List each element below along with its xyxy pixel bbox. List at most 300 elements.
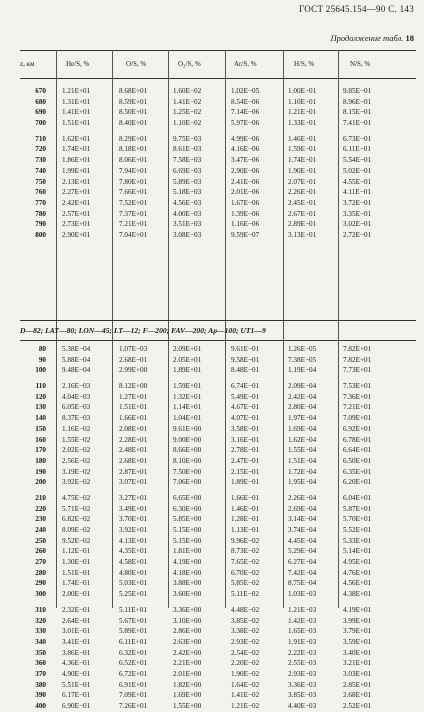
value-cell: 5.97E−06 xyxy=(231,119,260,128)
value-cell: 2.21E+00 xyxy=(173,659,202,668)
table-row xyxy=(20,187,416,198)
value-cell: 6.04E+01 xyxy=(343,493,372,502)
table-row xyxy=(20,477,416,488)
value-cell: 8.61E−03 xyxy=(173,145,202,154)
value-cell: 2.27E+01 xyxy=(62,188,91,197)
value-cell: 2.01E−06 xyxy=(231,188,260,197)
value-cell: 1.82E+00 xyxy=(173,680,202,689)
value-cell: 2.26E−04 xyxy=(288,493,317,502)
altitude-cell: 190 xyxy=(35,467,46,476)
value-cell: 6.91E+01 xyxy=(119,680,148,689)
table-row xyxy=(20,424,416,435)
value-cell: 8.29E+01 xyxy=(119,134,148,143)
value-cell: 3.35E−01 xyxy=(343,209,372,218)
value-cell: 1.66E−01 xyxy=(231,493,260,502)
value-cell: 3.16E−01 xyxy=(231,435,260,444)
value-cell: 3.19E−02 xyxy=(62,467,91,476)
value-cell: 3.74E−04 xyxy=(288,526,317,534)
value-cell: 1.19E−04 xyxy=(288,366,317,375)
value-cell: 2.00E−01 xyxy=(62,590,91,599)
table-row xyxy=(20,690,416,701)
value-cell: 8.18E+01 xyxy=(119,145,148,154)
value-cell: 4.18E+00 xyxy=(173,568,202,577)
col-h: H/S, % xyxy=(294,60,315,68)
value-cell: 2.42E+01 xyxy=(62,198,91,207)
value-cell: 5.54E−01 xyxy=(343,156,372,165)
value-cell: 7.21E+01 xyxy=(119,220,148,229)
table-row xyxy=(20,504,416,515)
altitude-cell: 270 xyxy=(35,558,46,567)
value-cell: 2.09E+01 xyxy=(173,345,202,353)
value-cell: 9.85E−01 xyxy=(343,87,372,95)
value-cell: 3.10E+00 xyxy=(173,616,202,625)
value-cell: 8.09E−02 xyxy=(62,526,91,534)
table-row xyxy=(20,198,416,209)
value-cell: 2.67E−01 xyxy=(288,209,317,218)
value-cell: 1.66E+01 xyxy=(119,414,148,423)
value-cell: 2.55E−03 xyxy=(288,659,317,668)
value-cell: 1.21E−02 xyxy=(231,702,260,710)
table-row xyxy=(20,219,416,230)
value-cell: 2.26E−01 xyxy=(288,188,317,197)
value-cell: 3.72E−01 xyxy=(343,198,372,207)
value-cell: 7.09E+01 xyxy=(343,414,372,423)
value-cell: 6.30E+00 xyxy=(173,504,202,513)
value-cell: 1.33E−01 xyxy=(288,119,317,128)
altitude-cell: 400 xyxy=(35,702,46,710)
value-cell: 1.62E−04 xyxy=(288,435,317,444)
altitude-cell: 250 xyxy=(35,536,46,545)
value-cell: 3.99E+01 xyxy=(343,616,372,625)
value-cell: 1.31E+01 xyxy=(62,97,91,106)
value-cell: 6.11E−01 xyxy=(343,145,371,154)
value-cell: 7.04E+01 xyxy=(119,230,148,239)
value-cell: 5.18E−03 xyxy=(173,188,202,197)
table-row xyxy=(20,97,416,108)
value-cell: 2.68E+01 xyxy=(343,691,372,700)
value-cell: 2.99E+00 xyxy=(119,366,148,375)
value-cell: 1.46E−01 xyxy=(231,504,260,513)
table-row xyxy=(20,546,416,557)
value-cell: 1.55E+00 xyxy=(173,702,202,710)
value-cell: 1.51E−04 xyxy=(288,456,317,465)
value-cell: 8.54E−06 xyxy=(231,97,260,106)
value-cell: 1.21E+01 xyxy=(62,87,91,95)
altitude-cell: 750 xyxy=(35,177,46,186)
table-row xyxy=(20,514,416,525)
table-row xyxy=(20,344,416,355)
table-row xyxy=(20,435,416,446)
altitude-cell: 720 xyxy=(35,145,46,154)
col-o: O/S, % xyxy=(126,60,147,68)
value-cell: 7.82E+01 xyxy=(343,345,372,353)
value-cell: 4.56E+01 xyxy=(343,579,372,588)
value-cell: 6.92E+01 xyxy=(343,424,372,433)
value-cell: 1.86E+01 xyxy=(62,156,91,165)
value-cell: 1.89E+01 xyxy=(173,366,202,375)
altitude-cell: 330 xyxy=(35,627,46,636)
value-cell: 1.65E−03 xyxy=(288,627,317,636)
value-cell: 1.74E−01 xyxy=(288,156,317,165)
value-cell: 2.15E−01 xyxy=(231,467,260,476)
value-cell: 4.58E+01 xyxy=(119,558,148,567)
value-cell: 3.88E+00 xyxy=(173,579,202,588)
altitude-cell: 680 xyxy=(35,97,46,106)
value-cell: 5.33E+01 xyxy=(343,536,372,545)
value-cell: 8.10E+00 xyxy=(173,456,202,465)
value-cell: 3.36E+00 xyxy=(173,605,202,614)
value-cell: 2.52E+01 xyxy=(343,702,372,710)
value-cell: 4.56E−03 xyxy=(173,198,202,207)
value-cell: 5.03E+01 xyxy=(119,579,148,588)
altitude-cell: 140 xyxy=(35,414,46,423)
value-cell: 4.99E−06 xyxy=(231,134,260,143)
value-cell: 4.16E−06 xyxy=(231,145,260,154)
value-cell: 1.99E+01 xyxy=(62,166,91,175)
value-cell: 3.01E−01 xyxy=(62,627,91,636)
value-cell: 6.73E−01 xyxy=(343,134,372,143)
value-cell: 2.45E−01 xyxy=(288,198,317,207)
value-cell: 6.52E+01 xyxy=(119,659,148,668)
value-cell: 3.86E−01 xyxy=(62,648,91,657)
value-cell: 1.02E−05 xyxy=(231,87,260,95)
altitude-cell: 790 xyxy=(35,220,46,229)
value-cell: 1.16E−02 xyxy=(62,424,91,433)
value-cell: 5.51E−01 xyxy=(62,680,91,689)
value-cell: 7.37E+01 xyxy=(119,209,148,218)
table-row xyxy=(20,616,416,627)
value-cell: 2.22E−03 xyxy=(288,648,317,657)
value-cell: 6.11E+01 xyxy=(119,637,147,646)
value-cell: 4.13E+01 xyxy=(119,536,148,545)
table-row xyxy=(20,155,416,166)
altitude-cell: 370 xyxy=(35,669,46,678)
value-cell: 5.52E+01 xyxy=(343,526,372,534)
altitude-cell: 310 xyxy=(35,605,46,614)
table-row xyxy=(20,589,416,600)
value-cell: 1.21E−03 xyxy=(288,605,317,614)
col-z: z, км xyxy=(20,60,35,68)
value-cell: 8.06E+01 xyxy=(119,156,148,165)
value-cell: 5.87E+01 xyxy=(343,504,372,513)
value-cell: 5.15E+00 xyxy=(173,526,202,534)
value-cell: 3.03E+01 xyxy=(343,669,372,678)
value-cell: 7.09E+01 xyxy=(119,691,148,700)
value-cell: 5.11E−02 xyxy=(231,590,259,599)
value-cell: 1.39E−06 xyxy=(231,209,260,218)
value-cell: 3.08E−03 xyxy=(173,230,202,239)
value-cell: 7.41E−01 xyxy=(343,119,372,128)
value-cell: 3.92E+01 xyxy=(119,526,148,534)
value-cell: 1.90E−02 xyxy=(231,669,260,678)
value-cell: 8.37E−03 xyxy=(62,414,91,423)
table-row xyxy=(20,701,416,712)
value-cell: 1.74E−01 xyxy=(62,579,91,588)
value-cell: 4.00E−03 xyxy=(173,209,202,218)
value-cell: 3.40E+01 xyxy=(343,648,372,657)
value-cell: 5.85E−02 xyxy=(231,579,260,588)
altitude-cell: 760 xyxy=(35,188,46,197)
value-cell: 7.80E+01 xyxy=(119,177,148,186)
value-cell: 4.67E−01 xyxy=(231,403,260,412)
value-cell: 2.07E−01 xyxy=(288,177,317,186)
value-cell: 2.57E+01 xyxy=(62,209,91,218)
table-row xyxy=(20,355,416,366)
value-cell: 3.49E+01 xyxy=(119,504,148,513)
value-cell: 2.42E+00 xyxy=(173,648,202,657)
value-cell: 1.64E−02 xyxy=(231,680,260,689)
altitude-cell: 670 xyxy=(35,87,46,95)
value-cell: 4.95E+01 xyxy=(343,558,372,567)
value-cell: 1.95E−04 xyxy=(288,478,317,487)
table-row xyxy=(20,402,416,413)
value-cell: 2.41E−06 xyxy=(231,177,260,186)
value-cell: 1.51E+01 xyxy=(119,403,148,412)
value-cell: 1.41E−02 xyxy=(173,97,202,106)
value-cell: 3.85E−03 xyxy=(288,691,317,700)
value-cell: 6.64E+01 xyxy=(343,446,372,455)
value-cell: 2.54E−02 xyxy=(231,648,260,657)
value-cell: 7.58E−03 xyxy=(173,156,202,165)
value-cell: 9.52E−02 xyxy=(62,536,91,545)
value-cell: 4.75E−02 xyxy=(62,493,91,502)
table-row xyxy=(20,381,416,392)
table-row xyxy=(20,578,416,589)
value-cell: 3.41E−01 xyxy=(62,637,91,646)
value-cell: 3.47E−06 xyxy=(231,156,260,165)
value-cell: 6.20E+01 xyxy=(343,478,372,487)
value-cell: 3.51E−03 xyxy=(173,220,202,229)
value-cell: 1.74E+01 xyxy=(62,145,91,154)
value-cell: 5.67E+01 xyxy=(119,616,148,625)
value-cell: 1.07E−03 xyxy=(119,345,148,353)
altitude-cell: 770 xyxy=(35,198,46,207)
value-cell: 5.71E−02 xyxy=(62,504,91,513)
table-row xyxy=(20,118,416,129)
value-cell: 1.67E−06 xyxy=(231,198,260,207)
altitude-cell: 200 xyxy=(35,478,46,487)
value-cell: 1.28E−01 xyxy=(231,515,260,524)
value-cell: 6.35E+01 xyxy=(343,467,372,476)
value-cell: 1.90E−01 xyxy=(288,166,317,175)
value-cell: 2.80E−04 xyxy=(288,403,317,412)
value-cell: 1.26E−05 xyxy=(288,345,317,353)
value-cell: 7.65E−02 xyxy=(231,558,260,567)
value-cell: 7.21E+01 xyxy=(343,403,372,412)
page-header: ГОСТ 25645.154—90 С. 143 xyxy=(298,4,414,14)
value-cell: 8.50E+01 xyxy=(119,108,148,117)
value-cell: 1.42E−03 xyxy=(288,616,317,625)
value-cell: 7.94E+01 xyxy=(119,166,148,175)
value-cell: 7.73E+01 xyxy=(343,366,372,375)
value-cell: 6.05E−03 xyxy=(62,403,91,412)
value-cell: 3.92E−02 xyxy=(62,478,91,487)
table-row xyxy=(20,669,416,680)
value-cell: 1.25E−02 xyxy=(173,108,202,117)
value-cell: 2.85E+01 xyxy=(343,680,372,689)
table-row xyxy=(20,456,416,467)
value-cell: 7.53E+01 xyxy=(343,382,372,391)
table-row xyxy=(20,107,416,118)
value-cell: 9.58E−01 xyxy=(231,355,260,364)
value-cell: 4.04E−03 xyxy=(62,392,91,401)
value-cell: 6.70E−02 xyxy=(231,568,260,577)
table-block-2 xyxy=(20,344,416,712)
value-cell: 2.47E−01 xyxy=(231,456,260,465)
value-cell: 8.66E+00 xyxy=(173,446,202,455)
value-cell: 2.69E−04 xyxy=(288,504,317,513)
value-cell: 2.48E+01 xyxy=(119,446,148,455)
value-cell: 3.02E−01 xyxy=(343,220,372,229)
value-cell: 7.50E+00 xyxy=(173,467,202,476)
value-cell: 1.10E−02 xyxy=(173,119,202,128)
value-cell: 4.35E+01 xyxy=(119,547,148,556)
value-cell: 2.68E−01 xyxy=(119,355,148,364)
altitude-cell: 170 xyxy=(35,446,46,455)
value-cell: 4.19E+00 xyxy=(173,558,202,567)
col-ar: Ar/S, % xyxy=(234,60,257,68)
table-row xyxy=(20,680,416,691)
value-cell: 6.74E−01 xyxy=(231,382,260,391)
value-cell: 8.40E+01 xyxy=(119,119,148,128)
altitude-cell: 350 xyxy=(35,648,46,657)
top-rule xyxy=(20,50,416,51)
value-cell: 9.96E−02 xyxy=(231,536,260,545)
altitude-cell: 120 xyxy=(35,392,46,401)
value-cell: 6.27E−04 xyxy=(288,558,317,567)
altitude-cell: 90 xyxy=(38,355,46,364)
table-row xyxy=(20,605,416,616)
altitude-cell: 300 xyxy=(35,590,46,599)
value-cell: 1.21E−01 xyxy=(288,108,317,117)
value-cell: 1.55E−02 xyxy=(62,435,91,444)
value-cell: 8.75E−04 xyxy=(288,579,317,588)
mid-rule-2 xyxy=(20,340,416,341)
value-cell: 2.09E−04 xyxy=(288,382,317,391)
value-cell: 3.70E+01 xyxy=(119,515,148,524)
value-cell: 9.61E+00 xyxy=(173,424,202,433)
value-cell: 1.00E−01 xyxy=(288,87,317,95)
value-cell: 5.89E+01 xyxy=(119,627,148,636)
table-row xyxy=(20,413,416,424)
value-cell: 6.65E+00 xyxy=(173,493,202,502)
value-cell: 4.07E−01 xyxy=(231,414,260,423)
value-cell: 1.16E−06 xyxy=(231,220,260,229)
table-row xyxy=(20,134,416,145)
value-cell: 1.72E−04 xyxy=(288,467,317,476)
value-cell: 8.73E−02 xyxy=(231,547,260,556)
value-cell: 5.29E−04 xyxy=(288,547,317,556)
value-cell: 1.91E−03 xyxy=(288,637,317,646)
altitude-cell: 800 xyxy=(35,230,46,239)
value-cell: 4.36E−01 xyxy=(62,659,91,668)
value-cell: 3.14E−04 xyxy=(288,515,317,524)
value-cell: 2.01E+00 xyxy=(173,669,202,678)
value-cell: 6.82E−02 xyxy=(62,515,91,524)
altitude-cell: 100 xyxy=(35,366,46,375)
altitude-cell: 740 xyxy=(35,166,46,175)
altitude-cell: 110 xyxy=(35,382,46,391)
value-cell: 2.05E+01 xyxy=(173,355,202,364)
table-row xyxy=(20,568,416,579)
altitude-cell: 210 xyxy=(35,493,46,502)
value-cell: 1.27E+01 xyxy=(119,392,148,401)
value-cell: 7.06E+00 xyxy=(173,478,202,487)
altitude-cell: 160 xyxy=(35,435,46,444)
value-cell: 3.21E+01 xyxy=(343,659,372,668)
value-cell: 1.41E−02 xyxy=(231,691,260,700)
value-cell: 8.59E+01 xyxy=(119,97,148,106)
table-row xyxy=(20,144,416,155)
value-cell: 2.32E−01 xyxy=(62,605,91,614)
altitude-cell: 290 xyxy=(35,579,46,588)
value-cell: 8.15E−01 xyxy=(343,108,372,117)
value-cell: 4.76E+01 xyxy=(343,568,372,577)
altitude-cell: 80 xyxy=(38,345,46,353)
value-cell: 9.61E−01 xyxy=(231,345,260,353)
altitude-cell: 220 xyxy=(35,504,46,513)
value-cell: 3.58E−01 xyxy=(231,424,260,433)
value-cell: 5.02E−01 xyxy=(343,166,372,175)
value-cell: 4.48E−02 xyxy=(231,605,260,614)
value-cell: 3.59E+01 xyxy=(343,637,372,646)
value-cell: 1.03E−03 xyxy=(288,590,317,599)
value-cell: 2.68E+01 xyxy=(119,456,148,465)
value-cell: 7.36E+01 xyxy=(343,392,372,401)
col-n: N/S, % xyxy=(350,60,371,68)
value-cell: 2.28E+01 xyxy=(119,435,148,444)
value-cell: 2.89E−01 xyxy=(288,220,317,229)
section-params: D—82; LAT—80; LON—45; LT—12; F—200; FAV—200; Ap—100; UT1—9 xyxy=(20,326,266,335)
value-cell: 2.86E+00 xyxy=(173,627,202,636)
table-row xyxy=(20,209,416,220)
altitude-cell: 360 xyxy=(35,659,46,668)
table-row xyxy=(20,557,416,568)
value-cell: 2.20E−02 xyxy=(231,659,260,668)
value-cell: 8.48E−01 xyxy=(231,366,260,375)
value-cell: 2.87E+01 xyxy=(119,467,148,476)
value-cell: 1.14E+01 xyxy=(173,403,202,412)
value-cell: 7.52E+01 xyxy=(119,198,148,207)
value-cell: 2.78E−01 xyxy=(231,446,260,455)
table-row xyxy=(20,648,416,659)
value-cell: 3.79E+01 xyxy=(343,627,372,636)
altitude-cell: 690 xyxy=(35,108,46,117)
altitude-cell: 180 xyxy=(35,456,46,465)
table-row xyxy=(20,445,416,456)
value-cell: 5.70E+01 xyxy=(343,515,372,524)
value-cell: 4.19E+01 xyxy=(343,605,372,614)
value-cell: 1.10E−01 xyxy=(288,97,317,106)
altitude-cell: 150 xyxy=(35,424,46,433)
value-cell: 1.97E−04 xyxy=(288,414,317,423)
value-cell: 2.56E−02 xyxy=(62,456,91,465)
table-row xyxy=(20,166,416,177)
value-cell: 1.41E+01 xyxy=(62,108,91,117)
altitude-cell: 730 xyxy=(35,156,46,165)
value-cell: 6.90E−01 xyxy=(62,702,91,710)
value-cell: 1.13E−01 xyxy=(231,526,260,534)
value-cell: 2.42E−04 xyxy=(288,392,317,401)
altitude-cell: 230 xyxy=(35,515,46,524)
value-cell: 5.38E−04 xyxy=(62,345,91,353)
value-cell: 1.81E+00 xyxy=(173,547,202,556)
value-cell: 2.90E+01 xyxy=(62,230,91,239)
table-row xyxy=(20,626,416,637)
value-cell: 1.51E−01 xyxy=(62,568,91,577)
value-cell: 9.48E−04 xyxy=(62,366,91,375)
value-cell: 4.55E−01 xyxy=(343,177,372,186)
